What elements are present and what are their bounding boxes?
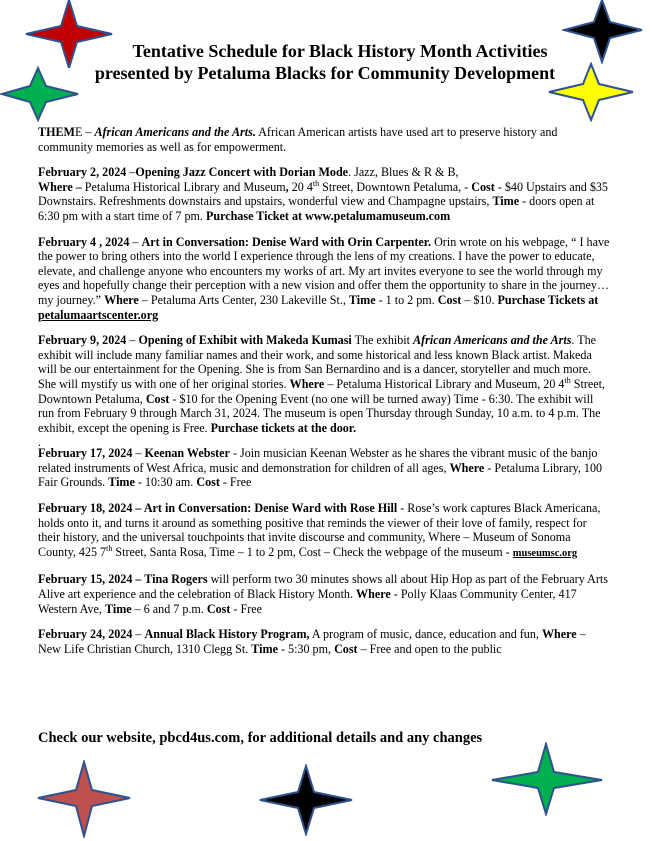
event-feb-17: February 17, 2024 – Keenan Webster - Join musician Keenan Webster as he shares the vibrant music of the banjo related instruments of West Africa, music and demonstration for children of all ages, Where - Petaluma Library, 100 Fair Grounds. Time - 10:30 am. Cost - Free [38, 446, 603, 490]
event-feb-4: February 4 , 2024 – Art in Conversation: Denise Ward with Orin Carpenter. Orin wrote on his webpage, “ I have the power to bring others into the world I experience through the lens of my creations. I have the power to educate, elevate, and challenge anyone who encounters my works of art. My art invites everyone to see the world through my eyes and hopefully change their perception with a new vision and offer them the opportunity to share in the journey… my journey.” Where – Petaluma Arts Center, 230 Lakeville St., Time - 1 to 2 pm. Cost – $10. Purchase Tickets at petalumaartscenter.org [38, 234, 610, 322]
museumsc-link[interactable]: museumsc.org [512, 547, 578, 559]
petalumaartscenter-link[interactable]: petalumaartscenter.org [38, 307, 159, 322]
event-feb-2: February 2, 2024 –Opening Jazz Concert with Dorian Mode. Jazz, Blues & R & B, Where – Petaluma Historical Library and Museum, 20 4th Street, Downtown Petaluma, - Cost - $40 Upstairs and $35 Downstairs. Refreshments downstairs and upstairs, wonderful view and Champagne upstairs, Time - doors open at 6:30 pm with a start time of 7 pm. Purchase Ticket at www.petalumamuseum.com [38, 165, 608, 223]
footer-note: Check our website, pbcd4us.com, for additional details and any changes [38, 730, 483, 746]
event-feb-9: February 9, 2024 – Opening of Exhibit with Makeda Kumasi The exhibit African Americans and the Arts. The exhibit will include many familiar names and their work, and some historical and less known Black artist. Makeda will be our entertainment for the Opening. She is from San Bernardino and is a dancer, storyteller and much more. She will mystify us with one of her original stories. Where – Petaluma Historical Library and Museum, 20 4th Street, Downtown Petaluma, Cost - $10 for the Opening Event (no one will be turned away) Time - 6:30. The exhibit will run from February 9 through March 31, 2024. The museum is open Thursday through Sunday, 10 a.m. to 4 p.m. The exhibit, except the opening is Free. Purchase tickets at the door. [38, 333, 605, 435]
event-feb-24: February 24, 2024 – Annual Black History Program, A program of music, dance, education and fun, Where – New Life Christian Church, 1310 Clegg St. Time - 5:30 pm, Cost – Free and open to the public [38, 627, 586, 656]
theme-paragraph: THEME – African Americans and the Arts. African American artists have used art to preserve history and community memories as well as for empowerment. [38, 125, 558, 154]
schedule-content [38, 125, 610, 667]
stray-dot: . [38, 435, 42, 450]
green-star-bottom-icon [490, 742, 604, 816]
black-star-bottom-icon [258, 764, 354, 836]
page-title: Tentative Schedule for Black History Month Activities [132, 41, 548, 61]
page-subtitle: presented by Petaluma Blacks for Community Development [94, 63, 556, 83]
coral-star-icon [36, 760, 132, 838]
event-feb-15: February 15, 2024 – Tina Rogers will perform two 30 minutes shows all about Hip Hop as part of the February Arts Alive art experience and the celebration of Black History Month. Where - Polly Klaas Community Center, 417 Western Ave, Time – 6 and 7 p.m. Cost - Free [38, 572, 608, 616]
event-feb-18: February 18, 2024 – Art in Conversation: Denise Ward with Rose Hill - Rose’s work captures Black Americana, holds onto it, and turns it around as something positive that reminds the viewer of their love of family, respect for their history, and the universal touchpoints that invite discourse and community, Where – Museum of Sonoma County, 425 7th Street, Santa Rosa, Time – 1 to 2 pm, Cost – Check the webpage of the museum - museumsc.org [38, 501, 601, 559]
